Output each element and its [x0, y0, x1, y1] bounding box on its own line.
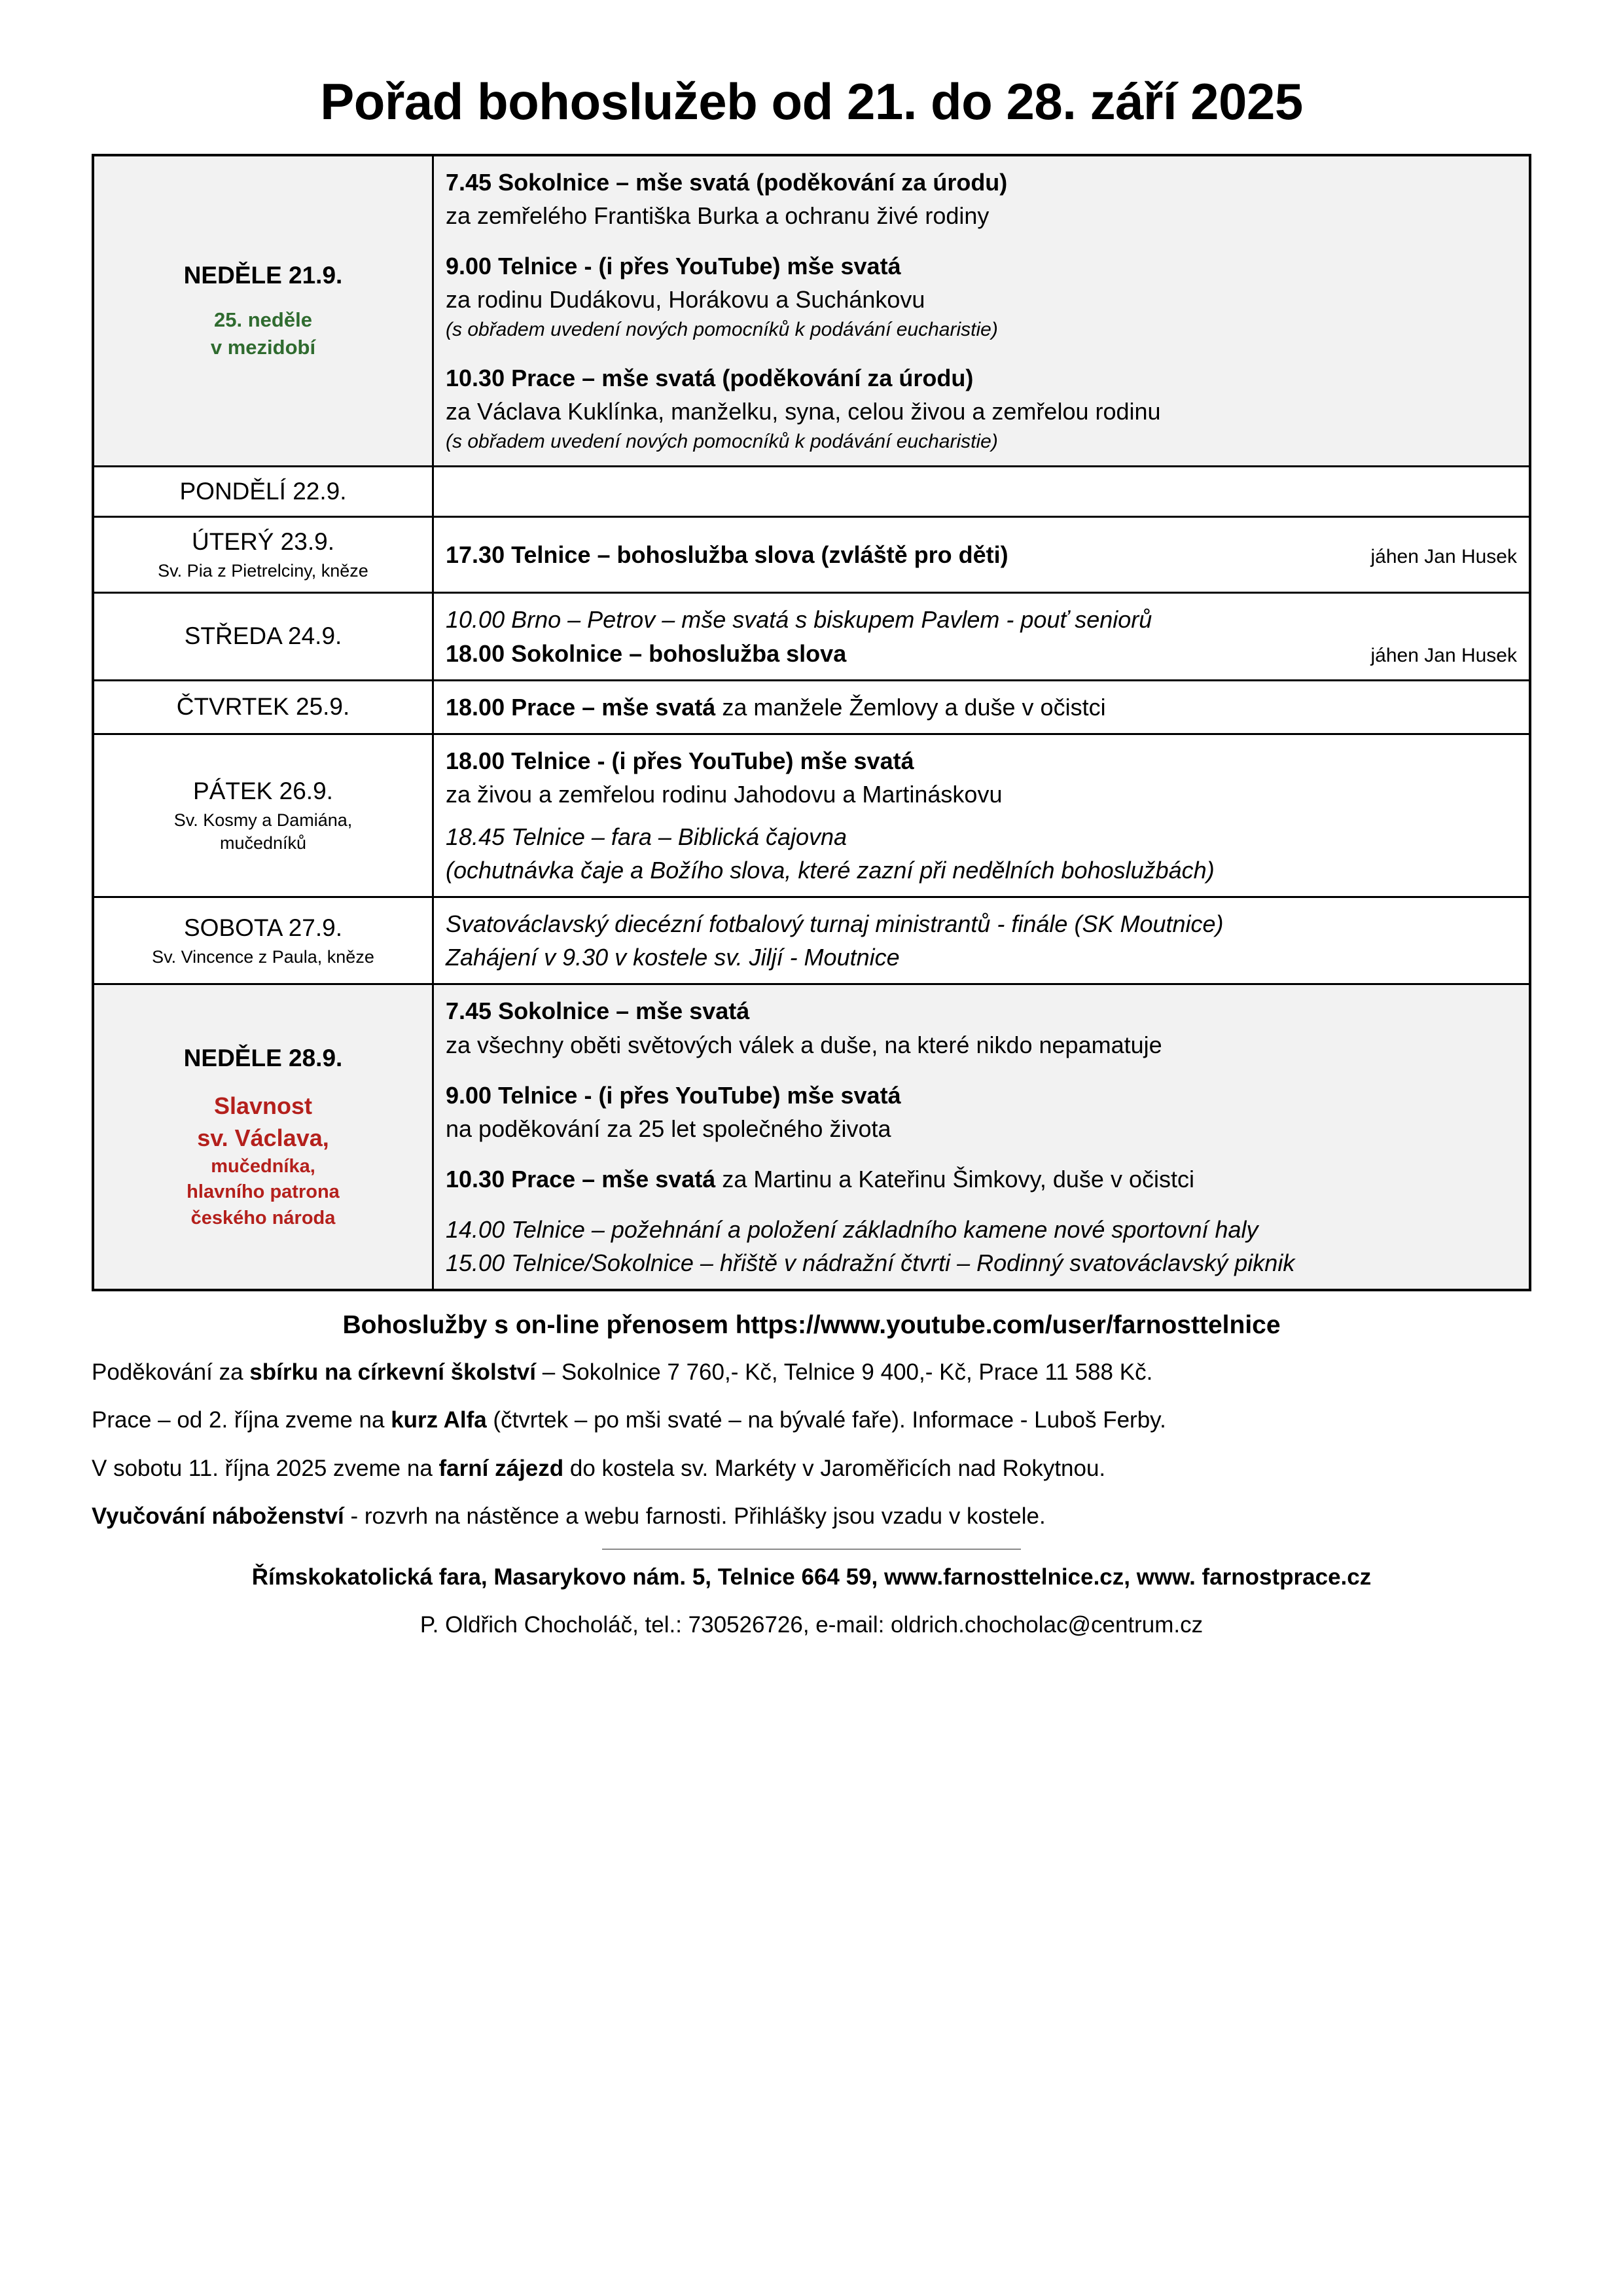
spacer — [446, 811, 1517, 820]
table-row — [93, 593, 1530, 680]
service-details-cell — [433, 593, 1531, 680]
announcement: Vyučování náboženství - rozvrh na nástěnce a webu farnosti. Přihlášky jsou vzadu v kostele. — [92, 1503, 1046, 1529]
celebrant-name: jáhen Jan Husek — [1370, 546, 1517, 568]
service-line: na poděkování za 25 let společného života — [446, 1115, 891, 1142]
service-details-cell — [433, 517, 1531, 593]
service-line: 10.30 Prace – mše svatá (poděkování za úrodu) — [446, 365, 974, 392]
day-label: NEDĚLE 28.9. — [183, 1044, 343, 1071]
service-line — [446, 691, 1517, 724]
service-line: 10.00 Brno – Petrov – mše svatá s biskupem Pavlem - pouť seniorů — [446, 606, 1152, 634]
service-line: za živou a zemřelou rodinu Jahodovu a Martináskovu — [446, 780, 1003, 808]
service-line: 15.00 Telnice/Sokolnice – hřiště v nádražní čtvrti – Rodinný svatováclavský piknik — [446, 1249, 1295, 1277]
parish-address: Římskokatolická fara, Masarykovo nám. 5, Telnice 664 59, www.farnosttelnice.cz, www. farnostprace.cz — [251, 1564, 1372, 1590]
announcement: Prace – od 2. října zveme na kurz Alfa (čtvrtek – po mši svaté – na bývalé faře). Informace - Luboš Ferby. — [92, 1407, 1166, 1433]
day-subtitle: Sv. Kosmy a Damiána, mučedníků — [173, 810, 353, 853]
service-line: Zahájení v 9.30 v kostele sv. Jiljí - Moutnice — [446, 944, 900, 971]
day-subtitle: Sv. Vincence z Paula, kněze — [152, 946, 374, 967]
service-line — [446, 538, 1517, 571]
day-subtitle: Sv. Pia z Pietrelciny, kněze — [158, 561, 368, 581]
service-line: 9.00 Telnice - (i přes YouTube) mše svatá — [446, 1081, 901, 1109]
spacer — [446, 1196, 1517, 1213]
announcement-keyword: sbírku na církevní školství — [249, 1359, 536, 1386]
footer-paragraphs — [92, 1357, 1531, 1532]
service-line: 9.00 Telnice - (i přes YouTube) mše svatá — [446, 253, 901, 280]
service-schedule-table — [92, 154, 1531, 1291]
table-row — [93, 155, 1530, 466]
service-line: (s obřadem uvedení nových pomocníků k podávání eucharistie) — [446, 319, 998, 341]
day-cell — [93, 593, 433, 680]
day-cell — [93, 466, 433, 516]
service-line: za všechny oběti světových válek a duše, na které nikdo nepamatuje — [446, 1031, 1162, 1058]
spacer — [446, 344, 1517, 361]
service-line — [446, 637, 1517, 670]
service-line — [446, 1162, 1517, 1196]
day-cell — [93, 155, 433, 466]
day-cell — [93, 734, 433, 897]
service-details-cell — [433, 897, 1531, 984]
schedule-body — [93, 155, 1530, 1290]
day-cell — [93, 984, 433, 1290]
day-label: SOBOTA 27.9. — [184, 914, 342, 941]
day-label: PONDĚLÍ 22.9. — [179, 477, 347, 505]
day-label: PÁTEK 26.9. — [193, 777, 333, 804]
online-stream-heading: Bohoslužby s on-line přenosem https://www.youtube.com/user/farnosttelnice — [342, 1311, 1281, 1340]
service-time-place: 10.30 Prace – mše svatá — [446, 1165, 716, 1193]
service-line: 7.45 Sokolnice – mše svatá — [446, 997, 750, 1025]
announcement-keyword: kurz Alfa — [391, 1407, 487, 1433]
liturgical-note: Slavnost sv. Václava, mučedníka, hlavního patrona českého národa — [187, 1092, 340, 1229]
celebrant-name: jáhen Jan Husek — [1370, 644, 1517, 666]
announcement-keyword: Vyučování náboženství — [92, 1503, 344, 1529]
service-line: Svatováclavský diecézní fotbalový turnaj ministrantů - finále (SK Moutnice) — [446, 910, 1224, 938]
service-line: za zemřelého Františka Burka a ochranu živé rodiny — [446, 202, 990, 230]
table-row — [93, 897, 1530, 984]
service-details-cell — [433, 155, 1531, 466]
service-details-cell — [433, 680, 1531, 734]
day-label: ČTVRTEK 25.9. — [176, 693, 350, 721]
table-row — [93, 517, 1530, 593]
spacer — [446, 1062, 1517, 1079]
announcement: V sobotu 11. října 2025 zveme na farní zájezd do kostela sv. Markéty v Jaroměřicích nad Rokytnou. — [92, 1455, 1106, 1481]
service-line: 18.45 Telnice – fara – Biblická čajovna — [446, 823, 847, 850]
service-details-cell — [433, 984, 1531, 1290]
table-row — [93, 680, 1530, 734]
page-title: Pořad bohoslužeb od 21. do 28. září 2025 — [320, 73, 1303, 130]
service-line: 18.00 Telnice - (i přes YouTube) mše svatá — [446, 747, 914, 774]
service-intention: za manžele Žemlovy a duše v očistci — [715, 693, 1106, 721]
footer-notes — [92, 1311, 1531, 1641]
day-cell — [93, 897, 433, 984]
divider — [602, 1549, 1021, 1550]
spacer — [446, 1145, 1517, 1162]
service-text: 17.30 Telnice – bohoslužba slova (zvláště pro děti) — [446, 541, 1008, 569]
day-cell — [93, 680, 433, 734]
service-line: (s obřadem uvedení nových pomocníků k podávání eucharistie) — [446, 431, 998, 453]
liturgical-note: 25. neděle v mezidobí — [210, 308, 316, 359]
announcement-keyword: farní zájezd — [438, 1455, 564, 1481]
service-line: (ochutnávka čaje a Božího slova, které zazní při nedělních bohoslužbách) — [446, 857, 1215, 884]
day-label: STŘEDA 24.9. — [184, 622, 342, 650]
table-row — [93, 466, 1530, 516]
service-details-cell — [433, 734, 1531, 897]
service-line: 14.00 Telnice – požehnání a položení základního kamene nové sportovní haly — [446, 1215, 1258, 1243]
announcement: Poděkování za sbírku na církevní školství – Sokolnice 7 760,- Kč, Telnice 9 400,- Kč, Prace 11 588 Kč. — [92, 1359, 1153, 1386]
service-details-cell — [433, 466, 1531, 516]
table-row — [93, 984, 1530, 1290]
service-time-place: 18.00 Prace – mše svatá — [446, 693, 716, 721]
day-label: NEDĚLE 21.9. — [183, 261, 343, 289]
parish-contact: P. Oldřich Chocholáč, tel.: 730526726, e-mail: oldrich.chocholac@centrum.cz — [419, 1612, 1204, 1638]
service-intention: za Martinu a Kateřinu Šimkovy, duše v očistci — [715, 1165, 1194, 1193]
service-line: za Václava Kuklínka, manželku, syna, celou živou a zemřelou rodinu — [446, 398, 1161, 425]
day-cell — [93, 517, 433, 593]
service-line: 7.45 Sokolnice – mše svatá (poděkování za úrodu) — [446, 169, 1008, 196]
day-label: ÚTERÝ 23.9. — [192, 528, 334, 556]
service-text: 18.00 Sokolnice – bohoslužba slova — [446, 639, 847, 667]
spacer — [446, 232, 1517, 249]
service-line: za rodinu Dudákovu, Horákovu a Suchánkovu — [446, 286, 925, 314]
table-row — [93, 734, 1530, 897]
